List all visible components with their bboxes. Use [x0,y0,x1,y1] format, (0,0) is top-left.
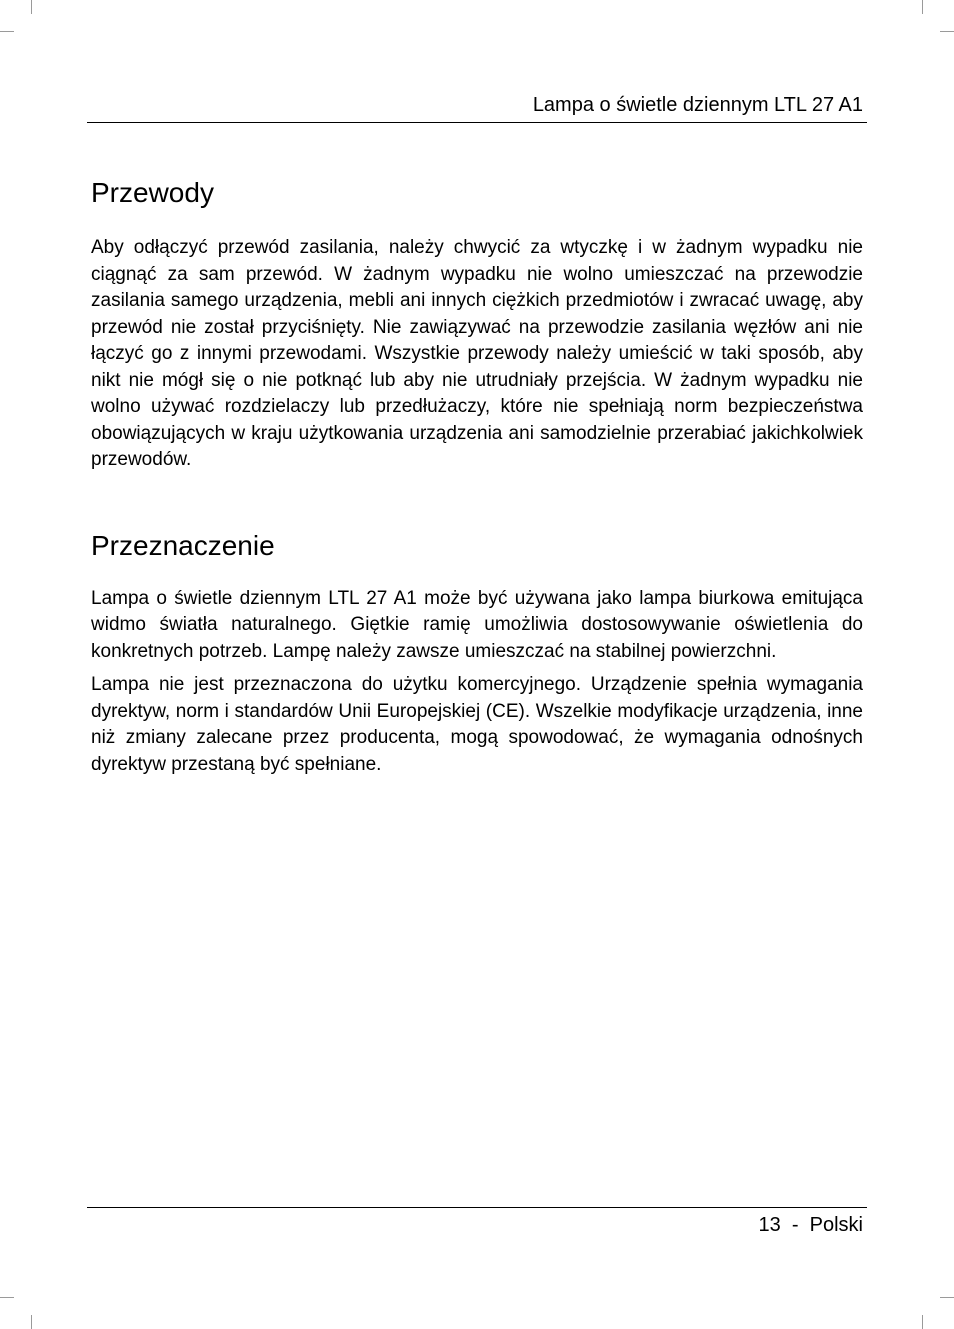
page-content [91,176,863,778]
crop-mark-bottom-right-h [940,1297,954,1298]
section-przeznaczenie [91,529,863,779]
running-header: Lampa o świetle dziennym LTL 27 A1 [532,94,863,116]
paragraph: Lampa nie jest przeznaczona do użytku komercyjnego. Urządzenie spełnia wymagania dyrektyw, norm i standardów Unii Europejskiej (CE). Wszelkie modyfikacje urządzenia, inne niż zmiany zalecane przez producenta, mogą spowodować, że wymagania odnośnych dyrektyw przestaną być spełniane. [91,674,863,775]
crop-mark-top-left-h [0,31,14,32]
crop-mark-top-right-h [940,31,954,32]
section-przewody [91,176,863,474]
crop-mark-bottom-left [31,1315,32,1329]
crop-mark-bottom-left-h [0,1297,14,1298]
page-number: 13 - Polski [758,1214,863,1236]
crop-mark-top-left [31,0,32,14]
footer-rule [87,1207,867,1208]
section-title: Przewody [91,177,214,208]
header-rule [87,122,867,123]
paragraph: Lampa o świetle dziennym LTL 27 A1 może być używana jako lampa biurkowa emitująca widmo światła naturalnego. Giętkie ramię umożliwia dostosowywanie oświetlenia do konkretnych potrzeb. Lampę należy zawsze umieszczać na stabilnej powierzchni. [91,587,863,662]
section-title: Przeznaczenie [91,529,275,561]
paragraph: Aby odłączyć przewód zasilania, należy chwycić za wtyczkę i w żadnym wypadku nie ciągnąć za sam przewód. W żadnym wypadku nie wolno umieszczać na przewodzie zasilania samego urządzenia, mebli ani innych ciężkich przedmiotów i zwracać uwagę, aby przewód nie został przyciśnięty. Nie zawiązywać na przewodzie zasilania węzłów ani nie łączyć go z innymi przewodami. Wszystkie przewody należy umieścić w taki sposób, aby nikt nie mógł się o nie potknąć lub aby nie utrudniały przejścia. W żadnym wypadku nie wolno używać rozdzielaczy lub przedłużaczy, które nie spełniają norm bezpieczeństwa obowiązujących w kraju użytkowania urządzenia ani samodzielnie przerabiać jakichkolwiek przewodów. [91,237,863,470]
crop-mark-top-right [922,0,923,14]
crop-mark-bottom-right [922,1315,923,1329]
